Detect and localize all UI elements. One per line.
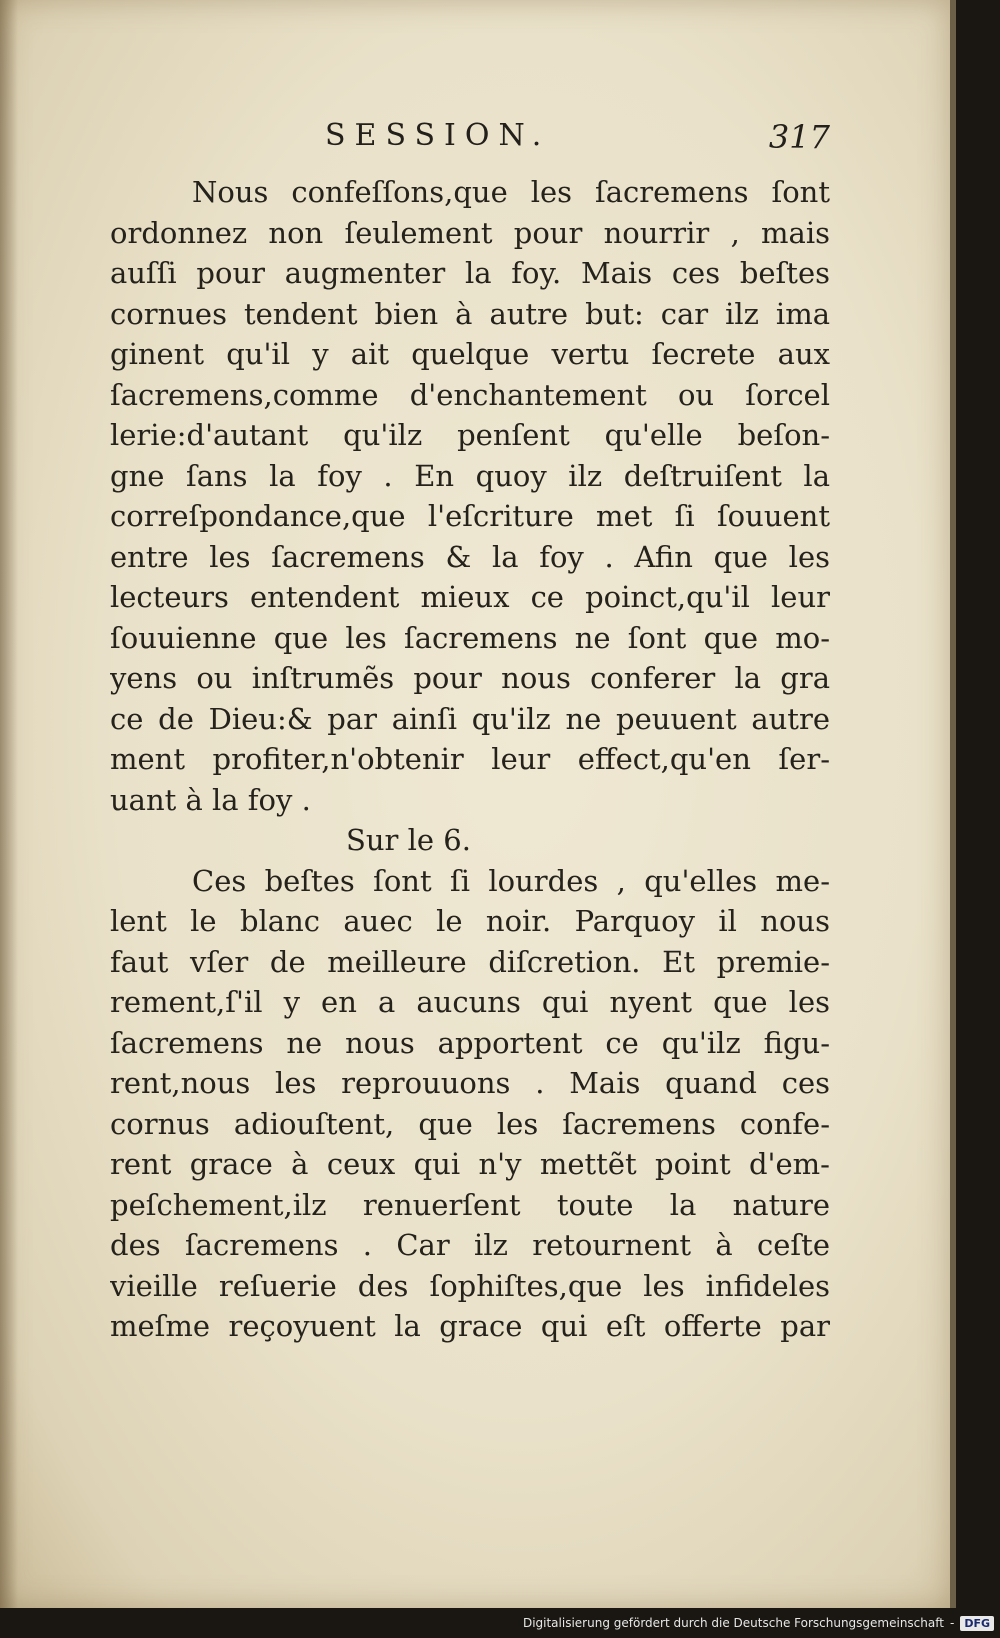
page-number: 317 <box>768 118 830 156</box>
text-line: Nous confeſſons,que les ſacremens ſont <box>192 175 830 209</box>
credit-text: Digitalisierung gefördert durch die Deutsche Forschungsgemeinschaft <box>522 1616 944 1630</box>
text-line: entre les ſacremens & la foy . Afin que les <box>110 539 830 574</box>
text-line: rent grace à ceux qui n'y mettẽt point d'em- <box>110 1147 830 1181</box>
dfg-logo: DFG <box>960 1616 994 1631</box>
text-line: ordonnez non ſeulement pour nourrir , mais <box>110 215 830 250</box>
text-line: cornus adiouſtent, que les ſacremens confe- <box>110 1106 830 1141</box>
text-line: rent,nous les reprouuons . Mais quand ces <box>110 1066 830 1100</box>
text-line: ſouuienne que les ſacremens ne ſont que mo- <box>110 620 830 655</box>
text-line: yens ou inſtrumẽs pour nous conferer la gra <box>110 661 830 695</box>
text-line: auſſi pour augmenter la foy. Mais ces beſtes <box>110 256 830 290</box>
page-text <box>110 172 830 1347</box>
text-line: ſacremens,comme d'enchantement ou ſorcel <box>110 377 830 412</box>
running-head: SESSION. <box>325 118 551 153</box>
text-line: vieille reſuerie des ſophiſtes,que les infideles <box>110 1268 830 1303</box>
text-line: lecteurs entendent mieux ce poinct,qu'il leur <box>110 580 830 614</box>
text-line: peſchement,ilz renuerſent toute la nature <box>110 1187 830 1222</box>
text-line: lerie:d'autant qu'ilz penſent qu'elle beſon- <box>110 418 830 452</box>
gutter-shadow <box>0 0 18 1608</box>
credit-separator: - <box>949 1616 955 1630</box>
text-line: ce de Dieu:& par ainſi qu'ilz ne peuuent autre <box>110 701 830 736</box>
text-line: meſme reçoyuent la grace qui eſt offerte par <box>110 1309 830 1343</box>
text-line: correſpondance,que l'eſcriture met ſi ſouuent <box>110 499 830 533</box>
text-line: faut vſer de meilleure diſcretion. Et premie- <box>110 944 830 979</box>
text-line: Ces beſtes ſont ſi lourdes , qu'elles me- <box>192 863 830 898</box>
digitization-credit <box>523 1610 994 1636</box>
text-line: des ſacremens . Car ilz retournent à ceſte <box>110 1228 830 1262</box>
text-line: gne ſans la foy . En quoy ilz deſtruiſent la <box>110 458 830 493</box>
text-line: ginent qu'il y ait quelque vertu ſecrete aux <box>110 337 830 371</box>
text-line: ſacremens ne nous apportent ce qu'ilz figu- <box>110 1025 830 1060</box>
page-header <box>110 118 830 168</box>
text-line: lent le blanc auec le noir. Parquoy il nous <box>110 904 830 938</box>
text-line: ment profiter,n'obtenir leur effect,qu'en ſer- <box>110 742 830 776</box>
section-heading: Sur le 6. <box>346 823 471 857</box>
text-line: uant à la foy . <box>110 782 311 817</box>
text-line: rement,ſ'il y en a aucuns qui nyent que les <box>110 985 830 1019</box>
text-line: cornues tendent bien à autre but: car ilz ima <box>110 296 830 331</box>
